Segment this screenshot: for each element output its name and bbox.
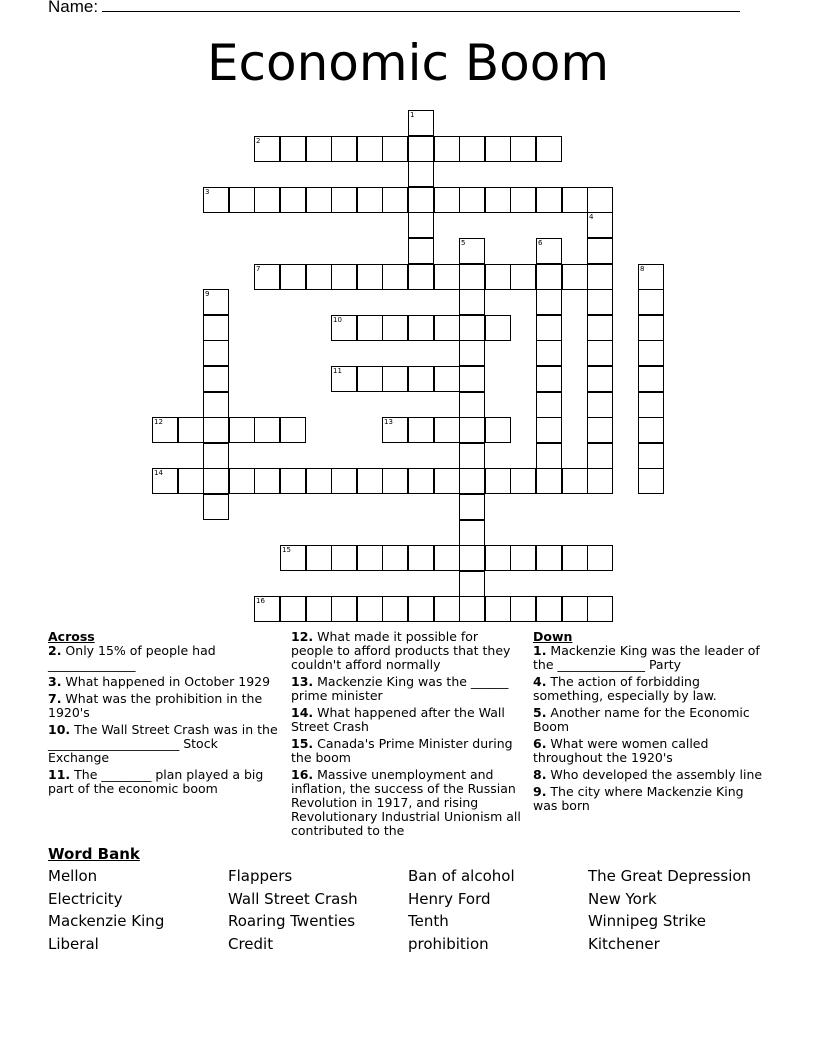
clue-number: 10 — [333, 316, 342, 324]
grid-cell[interactable] — [306, 264, 332, 290]
grid-cell[interactable] — [331, 468, 357, 494]
grid-cell[interactable] — [485, 417, 511, 443]
grid-cell[interactable] — [178, 417, 204, 443]
grid-cell[interactable] — [408, 161, 434, 187]
grid-cell[interactable] — [357, 596, 383, 622]
grid-cell[interactable] — [306, 596, 332, 622]
clue-number: 12 — [154, 418, 163, 426]
grid-cell[interactable] — [280, 596, 306, 622]
clue-number-label: 13. — [291, 674, 314, 689]
grid-cell[interactable] — [536, 468, 562, 494]
grid-cell[interactable] — [203, 366, 229, 392]
clue-text: The action of forbidding something, especially by law. — [533, 674, 717, 703]
grid-cell[interactable] — [357, 366, 383, 392]
grid-cell[interactable] — [510, 264, 536, 290]
word-bank-item: Wall Street Crash — [228, 889, 358, 908]
grid-cell[interactable] — [510, 596, 536, 622]
clue-text: What happened in October 1929 — [61, 674, 271, 689]
clue-number: 3 — [205, 188, 210, 196]
grid-cell[interactable] — [306, 545, 332, 571]
grid-cell[interactable] — [459, 264, 485, 290]
grid-cell[interactable] — [382, 417, 408, 443]
grid-cell[interactable] — [434, 366, 460, 392]
grid-cell[interactable] — [203, 468, 229, 494]
grid-cell[interactable] — [254, 264, 280, 290]
grid-cell[interactable] — [562, 264, 588, 290]
grid-cell[interactable] — [536, 264, 562, 290]
clue-text: Another name for the Economic Boom — [533, 705, 750, 734]
clue — [533, 706, 765, 734]
grid-cell[interactable] — [203, 340, 229, 366]
grid-cell[interactable] — [357, 264, 383, 290]
clue-number: 13 — [384, 418, 393, 426]
grid-cell[interactable] — [587, 545, 613, 571]
grid-cell[interactable] — [459, 545, 485, 571]
clue — [533, 768, 765, 782]
grid-cell[interactable] — [459, 366, 485, 392]
grid-cell[interactable] — [459, 417, 485, 443]
clue-text: What were women called throughout the 1920's — [533, 736, 709, 765]
grid-cell[interactable] — [408, 238, 434, 264]
grid-cell[interactable] — [331, 136, 357, 162]
clue-number-label: 12. — [291, 629, 314, 644]
grid-cell[interactable] — [562, 596, 588, 622]
grid-cell[interactable] — [357, 545, 383, 571]
grid-cell[interactable] — [382, 315, 408, 341]
grid-cell[interactable] — [536, 238, 562, 264]
word-bank-item: Roaring Twenties — [228, 912, 356, 931]
name-label: Name: — [48, 0, 99, 16]
word-bank-item: Henry Ford — [408, 889, 491, 908]
grid-cell[interactable] — [536, 340, 562, 366]
clue-text: Mackenzie King was the leader of the ______________ Party — [533, 643, 760, 672]
grid-cell[interactable] — [638, 392, 664, 418]
clue-text: The ________ plan played a big part of the economic boom — [48, 767, 264, 796]
page-title: Economic Boom — [206, 34, 610, 92]
grid-cell[interactable] — [587, 596, 613, 622]
grid-cell[interactable] — [408, 187, 434, 213]
grid-cell[interactable] — [434, 264, 460, 290]
grid-cell[interactable] — [536, 366, 562, 392]
grid-cell[interactable] — [536, 289, 562, 315]
clue — [533, 785, 765, 813]
grid-cell[interactable] — [459, 392, 485, 418]
grid-cell[interactable] — [280, 468, 306, 494]
grid-cell[interactable] — [178, 468, 204, 494]
grid-cell[interactable] — [280, 136, 306, 162]
grid-cell[interactable] — [229, 468, 255, 494]
grid-cell[interactable] — [485, 136, 511, 162]
clue — [533, 644, 765, 672]
grid-cell[interactable] — [587, 468, 613, 494]
grid-cell[interactable] — [152, 417, 178, 443]
word-bank-item: Winnipeg Strike — [588, 912, 707, 931]
clue — [291, 768, 523, 838]
grid-cell[interactable] — [408, 366, 434, 392]
word-bank-item: New York — [588, 889, 657, 908]
clue-number: 1 — [410, 111, 415, 119]
grid-cell[interactable] — [587, 187, 613, 213]
across-heading: Across — [48, 629, 95, 644]
word-bank-item: The Great Depression — [588, 867, 752, 885]
grid-cell[interactable] — [459, 340, 485, 366]
grid-cell[interactable] — [382, 136, 408, 162]
grid-cell[interactable] — [382, 545, 408, 571]
grid-cell[interactable] — [459, 289, 485, 315]
clue-number-label: 5. — [533, 705, 547, 720]
grid-cell[interactable] — [331, 187, 357, 213]
word-bank-item: Tenth — [408, 912, 449, 931]
word-bank-item: Electricity — [48, 889, 123, 908]
word-bank-item: Flappers — [228, 867, 293, 885]
grid-cell[interactable] — [459, 468, 485, 494]
clue — [291, 675, 523, 703]
grid-cell[interactable] — [536, 417, 562, 443]
across-clues — [48, 630, 280, 799]
grid-cell[interactable] — [587, 392, 613, 418]
clue-number: 16 — [256, 597, 265, 605]
grid-cell[interactable] — [280, 545, 306, 571]
word-bank-item: Mellon — [48, 867, 98, 885]
clue — [291, 706, 523, 734]
clue-text: What made it possible for people to afford products that they couldn't afford normally — [291, 629, 511, 672]
grid-cell[interactable] — [254, 468, 280, 494]
grid-cell[interactable] — [408, 110, 434, 136]
clue-number-label: 3. — [48, 674, 62, 689]
clue-text: The Wall Street Crash was in the _____________________ Stock Exchange — [48, 722, 278, 765]
grid-cell[interactable] — [587, 340, 613, 366]
clue-text: What happened after the Wall Street Crash — [291, 705, 505, 734]
down-clues — [533, 630, 765, 816]
grid-cell[interactable] — [459, 443, 485, 469]
grid-cell[interactable] — [331, 545, 357, 571]
grid-cell[interactable] — [587, 212, 613, 238]
grid-cell[interactable] — [510, 187, 536, 213]
clue-number-label: 8. — [533, 767, 547, 782]
clue-number-label: 7. — [48, 691, 62, 706]
grid-cell[interactable] — [382, 187, 408, 213]
clue — [48, 768, 280, 796]
clue — [48, 692, 280, 720]
clue-text: Who developed the assembly line — [546, 767, 763, 782]
clue-number-label: 6. — [533, 736, 547, 751]
grid-cell[interactable] — [382, 596, 408, 622]
clue-number: 7 — [256, 265, 261, 273]
clue — [48, 675, 280, 689]
grid-cell[interactable] — [536, 315, 562, 341]
grid-cell[interactable] — [536, 187, 562, 213]
clue-number-label: 2. — [48, 643, 62, 658]
grid-cell[interactable] — [152, 468, 178, 494]
grid-cell[interactable] — [434, 417, 460, 443]
clue — [533, 737, 765, 765]
grid-cell[interactable] — [280, 417, 306, 443]
grid-cell[interactable] — [254, 136, 280, 162]
grid-cell[interactable] — [408, 212, 434, 238]
grid-cell[interactable] — [459, 571, 485, 597]
grid-cell[interactable] — [331, 366, 357, 392]
grid-cell[interactable] — [331, 315, 357, 341]
grid-cell[interactable] — [485, 468, 511, 494]
grid-cell[interactable] — [382, 366, 408, 392]
grid-cell[interactable] — [638, 366, 664, 392]
grid-cell[interactable] — [536, 136, 562, 162]
grid-cell[interactable] — [638, 468, 664, 494]
word-bank-title: Word Bank — [48, 845, 140, 863]
grid-cell[interactable] — [536, 392, 562, 418]
grid-cell[interactable] — [459, 238, 485, 264]
grid-cell[interactable] — [280, 264, 306, 290]
grid-cell[interactable] — [485, 315, 511, 341]
grid-cell[interactable] — [434, 545, 460, 571]
grid-cell[interactable] — [331, 596, 357, 622]
grid-cell[interactable] — [408, 417, 434, 443]
clue-text: Mackenzie King was the ______ prime minister — [291, 674, 509, 703]
clue — [48, 644, 280, 672]
grid-cell[interactable] — [562, 187, 588, 213]
clue-number: 2 — [256, 137, 261, 145]
clue — [291, 630, 523, 672]
clue-number-label: 1. — [533, 643, 547, 658]
grid-cell[interactable] — [254, 187, 280, 213]
clue-number-label: 11. — [48, 767, 71, 782]
grid-cell[interactable] — [459, 187, 485, 213]
grid-cell[interactable] — [638, 417, 664, 443]
grid-cell[interactable] — [203, 494, 229, 520]
grid-cell[interactable] — [459, 494, 485, 520]
clue-number-label: 9. — [533, 784, 547, 799]
grid-cell[interactable] — [408, 545, 434, 571]
grid-cell[interactable] — [306, 187, 332, 213]
grid-cell[interactable] — [587, 366, 613, 392]
clue-number: 4 — [589, 213, 594, 221]
grid-cell[interactable] — [203, 443, 229, 469]
grid-cell[interactable] — [434, 187, 460, 213]
word-bank-item: prohibition — [408, 935, 489, 954]
grid-cell[interactable] — [357, 136, 383, 162]
clue — [291, 737, 523, 765]
grid-cell[interactable] — [203, 289, 229, 315]
grid-cell[interactable] — [562, 545, 588, 571]
grid-cell[interactable] — [638, 264, 664, 290]
clue-number-label: 14. — [291, 705, 314, 720]
clue-number-label: 16. — [291, 767, 314, 782]
grid-cell[interactable] — [485, 187, 511, 213]
clue-number-label: 15. — [291, 736, 314, 751]
grid-cell[interactable] — [434, 596, 460, 622]
grid-cell[interactable] — [434, 468, 460, 494]
clue-text: Canada's Prime Minister during the boom — [291, 736, 513, 765]
grid-cell[interactable] — [280, 187, 306, 213]
grid-cell[interactable] — [485, 596, 511, 622]
clue-number: 15 — [282, 546, 291, 554]
word-bank-item: Ban of alcohol — [408, 867, 515, 885]
grid-cell[interactable] — [485, 545, 511, 571]
grid-cell[interactable] — [536, 545, 562, 571]
grid-cell[interactable] — [382, 264, 408, 290]
grid-cell[interactable] — [510, 136, 536, 162]
clue-number: 9 — [205, 290, 210, 298]
grid-cell[interactable] — [459, 596, 485, 622]
grid-cell[interactable] — [254, 417, 280, 443]
grid-cell[interactable] — [587, 315, 613, 341]
word-bank-item: Kitchener — [588, 935, 660, 954]
grid-cell[interactable] — [408, 315, 434, 341]
grid-cell[interactable] — [203, 417, 229, 443]
grid-cell[interactable] — [331, 264, 357, 290]
grid-cell[interactable] — [408, 596, 434, 622]
grid-cell[interactable] — [306, 468, 332, 494]
grid-cell[interactable] — [382, 468, 408, 494]
clue-number: 6 — [538, 239, 543, 247]
grid-cell[interactable] — [434, 136, 460, 162]
clue-number: 14 — [154, 469, 163, 477]
grid-cell[interactable] — [587, 417, 613, 443]
grid-cell[interactable] — [459, 315, 485, 341]
grid-cell[interactable] — [587, 289, 613, 315]
word-bank-item: Credit — [228, 935, 274, 954]
grid-cell[interactable] — [357, 468, 383, 494]
grid-cell[interactable] — [485, 264, 511, 290]
grid-cell[interactable] — [434, 315, 460, 341]
clue-number-label: 10. — [48, 722, 71, 737]
clue-text: Massive unemployment and inflation, the success of the Russian Revolution in 1917, and rising Revolutionary Industrial Unionism all contributed to the — [291, 767, 521, 838]
grid-cell[interactable] — [510, 545, 536, 571]
grid-cell[interactable] — [408, 264, 434, 290]
grid-cell[interactable] — [638, 289, 664, 315]
grid-cell[interactable] — [203, 392, 229, 418]
grid-cell[interactable] — [203, 315, 229, 341]
grid-cell[interactable] — [357, 187, 383, 213]
clue-number: 11 — [333, 367, 342, 375]
grid-cell[interactable] — [306, 136, 332, 162]
grid-cell[interactable] — [510, 468, 536, 494]
grid-cell[interactable] — [459, 136, 485, 162]
grid-cell[interactable] — [357, 315, 383, 341]
grid-cell[interactable] — [254, 596, 280, 622]
across-clues-continued — [291, 630, 523, 841]
clue — [48, 723, 280, 765]
grid-cell[interactable] — [408, 468, 434, 494]
grid-cell[interactable] — [536, 443, 562, 469]
grid-cell[interactable] — [587, 443, 613, 469]
grid-cell[interactable] — [638, 443, 664, 469]
grid-cell[interactable] — [638, 340, 664, 366]
grid-cell[interactable] — [229, 417, 255, 443]
down-heading: Down — [533, 629, 573, 644]
clue-number-label: 4. — [533, 674, 547, 689]
word-bank-item: Liberal — [48, 935, 99, 954]
word-bank-item: Mackenzie King — [48, 912, 165, 931]
grid-cell[interactable] — [587, 264, 613, 290]
grid-cell[interactable] — [459, 520, 485, 546]
grid-cell[interactable] — [638, 315, 664, 341]
clue-text: What was the prohibition in the 1920's — [48, 691, 263, 720]
clue-text: The city where Mackenzie King was born — [533, 784, 744, 813]
grid-cell[interactable] — [229, 187, 255, 213]
clue-number: 5 — [461, 239, 466, 247]
grid-cell[interactable] — [408, 136, 434, 162]
grid-cell[interactable] — [562, 468, 588, 494]
grid-cell[interactable] — [587, 238, 613, 264]
clue-text: Only 15% of people had ______________ — [48, 643, 216, 672]
grid-cell[interactable] — [536, 596, 562, 622]
clue-number: 8 — [640, 265, 645, 273]
clue — [533, 675, 765, 703]
grid-cell[interactable] — [203, 187, 229, 213]
